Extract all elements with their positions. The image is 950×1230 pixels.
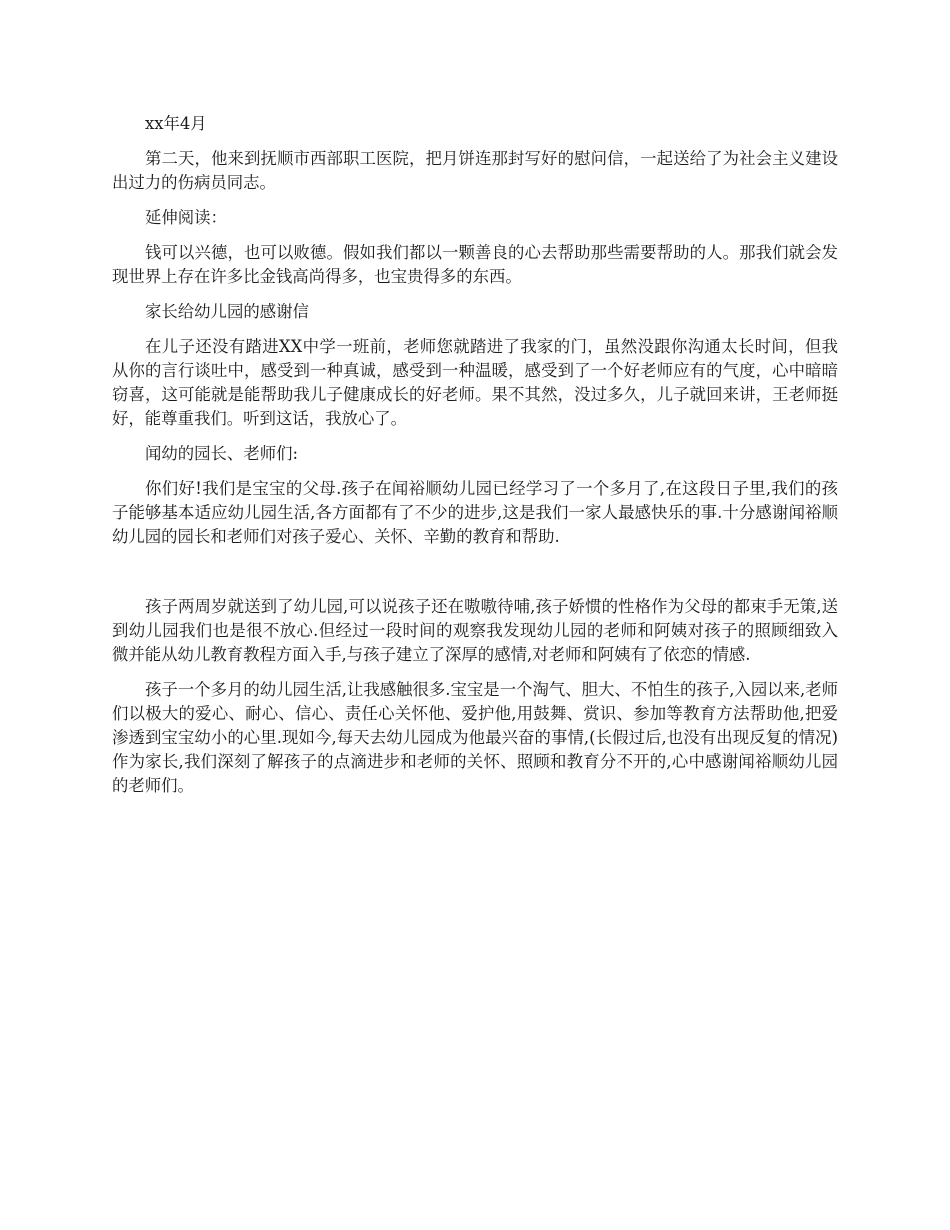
paragraph-hospital-visit: 第二天，他来到抚顺市西部职工医院，把月饼连那封写好的慰问信，一起送给了为社会主义建设出过力的伤病员同志。 <box>112 149 838 192</box>
paragraph-greeting: 你们好!我们是宝宝的父母.孩子在闻裕顺幼儿园已经学习了一个多月了,在这段日子里,我们的孩子能够基本适应幼儿园生活,各方面都有了不少的进步,这是我们一家人最感快乐的事.十分感谢闻裕顺幼儿园的园长和老师们对孩子爱心、关怀、辛勤的教育和帮助. <box>112 479 838 546</box>
letter-salutation: 闻幼的园长、老师们: <box>145 444 299 463</box>
letter-title: 家长给幼儿园的感谢信 <box>145 302 309 321</box>
paragraph-two-years-old: 孩子两周岁就送到了幼儿园,可以说孩子还在嗷嗷待哺,孩子娇惯的性格作为父母的都束手无策,送到幼儿园我们也是很不放心.但经过一段时间的观察我发现幼儿园的老师和阿姨对孩子的照顾细致入微并能从幼儿教育教程方面入手,与孩子建立了深厚的感情,对老师和阿姨有了依恋的情感. <box>112 597 838 664</box>
paragraph-money-virtue: 钱可以兴德，也可以败德。假如我们都以一颗善良的心去帮助那些需要帮助的人。那我们就会发现世界上存在许多比金钱高尚得多，也宝贵得多的东西。 <box>112 243 838 286</box>
paragraph-one-month-life: 孩子一个多月的幼儿园生活,让我感触很多.宝宝是一个淘气、胆大、不怕生的孩子,入园以来,老师们以极大的爱心、耐心、信心、责任心关怀他、爱护他,用鼓舞、赏识、参加等教育方法帮助他,把爱渗透到宝宝幼小的心里.现如今,每天去幼儿园成为他最兴奋的事情,(长假过后,也没有出现反复的情况)作为家长,我们深刻了解孩子的点滴进步和老师的关怀、照顾和教育分不开的,心中感谢闻裕顺幼儿园的老师们。 <box>112 680 838 795</box>
extended-reading-heading: 延伸阅读： <box>145 208 227 227</box>
paragraph-teacher-visit: 在儿子还没有踏进XX中学一班前，老师您就踏进了我家的门，虽然没跟你沟通太长时间，但我从你的言行谈吐中，感受到一种真诚，感受到一种温暖，感受到了一个好老师应有的气度，心中暗暗窃喜，这可能就是能帮助我儿子健康成长的好老师。果不其然，没过多久，儿子就回来讲，王老师挺好，能尊重我们。听到这话，我放心了。 <box>112 337 838 428</box>
document-body <box>112 112 838 809</box>
date-line: xx年4月 <box>145 114 207 133</box>
